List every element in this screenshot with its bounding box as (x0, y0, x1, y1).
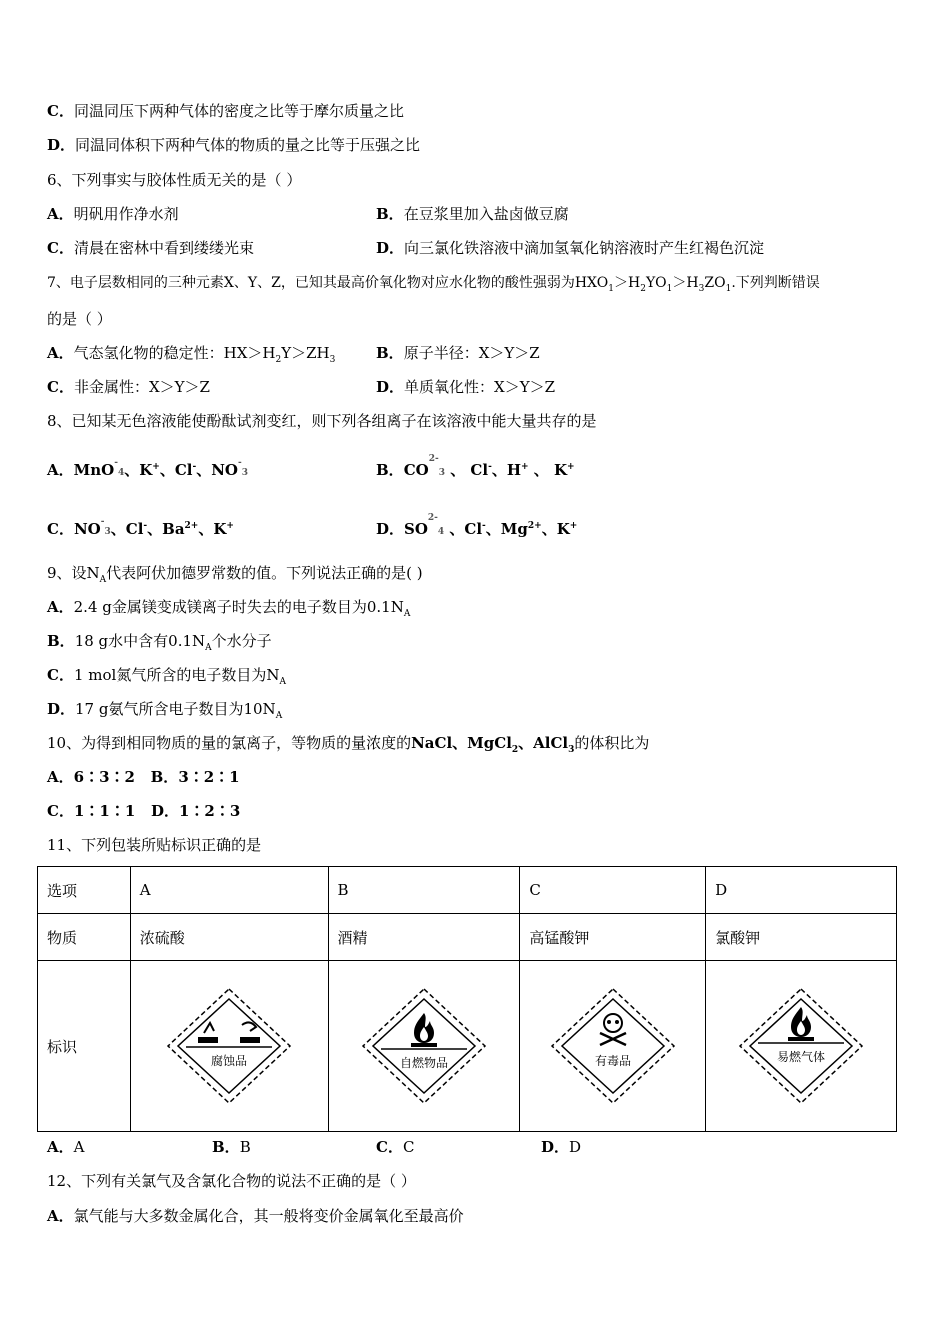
q12-stem: 12、下列有关氯气及含氯化合物的说法不正确的是（ ） (47, 1172, 416, 1190)
table-cell: 物质 (38, 914, 131, 961)
q5-option-c: C．同温同压下两种气体的密度之比等于摩尔质量之比 (47, 102, 404, 120)
table-cell: 标识 (38, 961, 131, 1132)
sign-label: 自燃物品 (399, 1056, 448, 1070)
table-cell (328, 961, 520, 1132)
q6-option-a: A．明矾用作净水剂 (47, 205, 179, 223)
q9-stem: 9、设$N_A$代表阿伏加德罗常数的值。下列说法正确的是( ) (47, 564, 423, 585)
table-cell: 高锰酸钾 (520, 914, 706, 961)
q10-stem: 10、为得到相同物质的量的氯离子，等物质的量浓度的NaCl、MgCl$_2$、AlCl$_3$的体积比为 (47, 734, 650, 755)
q8-option-b: B．$CO^{2-}3$ 、 Cl-、H+ 、 K+ (376, 454, 575, 479)
q10-options-cd: C．1∶1∶1 D．1∶2∶3 (47, 802, 241, 820)
flammable-gas-sign-icon (736, 985, 866, 1107)
table-cell: B (328, 867, 520, 914)
q7-option-b: B．原子半径：X＞Y＞Z (376, 344, 540, 362)
sign-label: 腐蚀品 (211, 1054, 248, 1068)
q8-option-a: A．MnO-4、K+、Cl-、NO-3 (47, 458, 249, 479)
q7-stem-line2: 的是（ ） (47, 310, 112, 328)
q8-option-d: D．$SO^{2-}4$ 、Cl-、$Mg^{2+}$、K+ (376, 513, 578, 538)
spontaneous-combustion-sign-icon (359, 985, 489, 1107)
table-row (38, 867, 897, 914)
q10-options-ab: A．6∶3∶2 B．3∶2∶1 (47, 768, 240, 786)
q6-option-d: D．向三氯化铁溶液中滴加氢氧化钠溶液时产生红褐色沉淀 (376, 239, 765, 257)
q6-option-c: C．清晨在密林中看到缕缕光束 (47, 239, 254, 257)
q7-stem: 7、电子层数相同的三种元素X、Y、Z，已知其最高价氧化物对应水化物的酸性强弱为$HXO_1>H_2YO_1>H_3ZO_1$.下列判断错误 (47, 275, 820, 294)
table-cell: 浓硫酸 (130, 914, 328, 961)
q11-sign-table (37, 866, 897, 1132)
corrosive-sign-icon (164, 985, 294, 1107)
q12-option-a: A．氯气能与大多数金属化合，其一般将变价金属氧化至最高价 (47, 1207, 464, 1225)
q11-stem: 11、下列包装所贴标识正确的是 (47, 836, 262, 854)
q6-stem: 6、下列事实与胶体性质无关的是（ ） (47, 171, 302, 189)
q7-option-c: C．非金属性：X＞Y＞Z (47, 378, 210, 396)
q5-option-d: D．同温同体积下两种气体的物质的量之比等于压强之比 (47, 136, 421, 154)
table-cell (520, 961, 706, 1132)
toxic-sign-icon (548, 985, 678, 1107)
table-cell: D (706, 867, 897, 914)
table-row (38, 914, 897, 961)
q8-stem: 8、已知某无色溶液能使酚酞试剂变红，则下列各组离子在该溶液中能大量共存的是 (47, 412, 597, 430)
table-cell: A (130, 867, 328, 914)
q7-option-a: A．气态氢化物的稳定性：$HX>H_2Y>ZH_3$ (47, 344, 336, 365)
q11-options: A．A (47, 1138, 85, 1156)
table-row (38, 961, 897, 1132)
q9-option-c: C．1 mol氮气所含的电子数目为$N_A$ (47, 666, 286, 687)
sign-label: 易燃气体 (777, 1050, 826, 1064)
q6-option-b: B．在豆浆里加入盐卤做豆腐 (376, 205, 569, 223)
q11-option-c: C．C (376, 1138, 415, 1156)
table-cell: 选项 (38, 867, 131, 914)
table-cell: 氯酸钾 (706, 914, 897, 961)
table-cell: 酒精 (328, 914, 520, 961)
table-cell: C (520, 867, 706, 914)
q11-option-d: D．D (541, 1138, 582, 1156)
q9-option-b: B．18 g水中含有$0.1N_A$个水分子 (47, 632, 272, 653)
sign-label: 有毒品 (594, 1054, 631, 1068)
table-cell (130, 961, 328, 1132)
q7-option-d: D．单质氧化性：X＞Y＞Z (376, 378, 556, 396)
q11-option-b: B．B (212, 1138, 251, 1156)
q9-option-a: A．2.4 g金属镁变成镁离子时失去的电子数目为$0.1N_A$ (47, 598, 411, 619)
table-cell (706, 961, 897, 1132)
q8-option-c: C．NO-3、Cl-、$Ba^{2+}$、K+ (47, 517, 234, 538)
q9-option-d: D．17 g氨气所含电子数目为$10N_A$ (47, 700, 283, 721)
